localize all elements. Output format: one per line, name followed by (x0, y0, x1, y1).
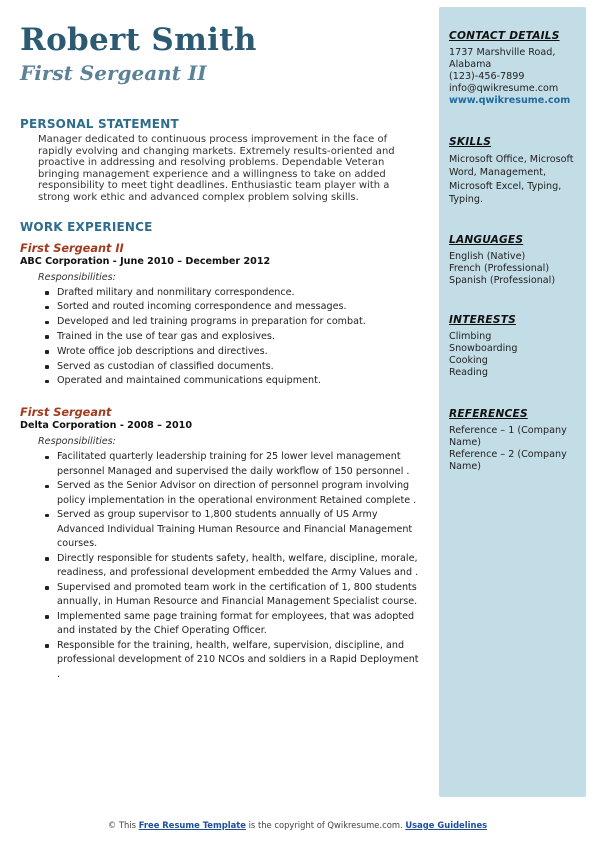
list-item: Served as custodian of classified documents. (57, 360, 424, 375)
responsibilities-label: Responsibilities: (38, 271, 116, 283)
list-item: Directly responsible for students safety, health, welfare, discipline, morale, readiness, and professional development embedded the Army Values and . (57, 552, 424, 581)
list-item: Served as the Senior Advisor on direction of personnel program involving policy implementation in the operational environment Retained complete . (57, 479, 424, 508)
responsibilities-list (20, 450, 424, 682)
personal-statement-heading: PERSONAL STATEMENT (20, 117, 179, 131)
list-item: Trained in the use of tear gas and explosives. (57, 330, 424, 345)
references-heading: REFERENCES (449, 407, 528, 420)
job-title: First Sergeant II (20, 241, 124, 255)
reference-item: Reference – 2 (Company Name) (449, 448, 567, 472)
list-item: Facilitated quarterly leadership training for 25 lower level management personnel Managed and supervised the daily workflow of 150 personnel . (57, 450, 424, 479)
skills-text: Microsoft Office, Microsoft Word, Management, Microsoft Excel, Typing, Typing. (449, 154, 574, 206)
job-company-dates: ABC Corporation - June 2010 – December 2012 (20, 255, 271, 267)
interest-item: Reading (449, 366, 488, 378)
contact-address: 1737 Marshville Road, Alabama (449, 47, 556, 70)
candidate-title: First Sergeant II (20, 61, 207, 85)
list-item: Supervised and promoted team work in the certification of 1, 800 students annually, in Human Resource and Financial Management Specialist course. (57, 581, 424, 610)
contact-email[interactable]: info@qwikresume.com (449, 83, 559, 94)
list-item: Served as group supervisor to 1,800 students annually of US Army Advanced Individual Training Human Resource and Financial Management courses. (57, 508, 424, 552)
contact-website-link[interactable]: www.qwikresume.com (449, 95, 571, 106)
job-company-dates: Delta Corporation - 2008 – 2010 (20, 420, 193, 432)
language-item: French (Professional) (449, 262, 550, 274)
responsibilities-list (20, 286, 424, 389)
contact-phone: (123)-456-7899 (449, 71, 525, 82)
job-entry (20, 242, 424, 389)
usage-guidelines-link[interactable]: Usage Guidelines (405, 820, 488, 830)
list-item: Drafted military and nonmilitary correspondence. (57, 286, 424, 301)
list-item: Wrote office job descriptions and directives. (57, 345, 424, 360)
job-entry (20, 406, 424, 682)
list-item: Operated and maintained communications equipment. (57, 374, 424, 389)
job-title: First Sergeant (20, 406, 112, 420)
sidebar (439, 7, 586, 797)
interest-item: Climbing (449, 330, 492, 342)
main-column (20, 22, 424, 682)
interests-heading: INTERESTS (449, 313, 516, 326)
list-item: Implemented same page training format for employees, that was adopted and instated by the Chief Operating Officer. (57, 610, 424, 639)
language-item: English (Native) (449, 250, 526, 262)
personal-statement-text: Manager dedicated to continuous process improvement in the face of rapidly evolving and changing markets. Extremely results-oriented and proactive in addressing and resolving problems. Dependable Veteran bringing management experience and a willingness to take on added responsibility to meet tight deadlines. Enthusiastic team player with a strong work ethic and advanced complex problem solving skills. (38, 134, 395, 203)
candidate-name: Robert Smith (20, 22, 257, 58)
list-item: Responsible for the training, health, welfare, supervision, discipline, and professional development of 210 NCOs and soldiers in a Rapid Deployment . (57, 639, 424, 683)
contact-heading: CONTACT DETAILS (449, 30, 560, 42)
interest-item: Cooking (449, 354, 488, 366)
interest-item: Snowboarding (449, 342, 518, 354)
footer-prefix: © This (107, 820, 137, 830)
language-item: Spanish (Professional) (449, 274, 556, 286)
footer (0, 820, 595, 830)
free-resume-template-link[interactable]: Free Resume Template (138, 820, 246, 830)
languages-heading: LANGUAGES (449, 233, 524, 246)
responsibilities-label: Responsibilities: (38, 436, 116, 448)
list-item: Sorted and routed incoming correspondence and messages. (57, 300, 424, 315)
reference-item: Reference – 1 (Company Name) (449, 424, 567, 448)
list-item: Developed and led training programs in preparation for combat. (57, 315, 424, 330)
skills-heading: SKILLS (449, 136, 492, 148)
footer-copyright-text: is the copyright of Qwikresume.com. (248, 820, 403, 830)
work-experience-heading: WORK EXPERIENCE (20, 219, 153, 234)
